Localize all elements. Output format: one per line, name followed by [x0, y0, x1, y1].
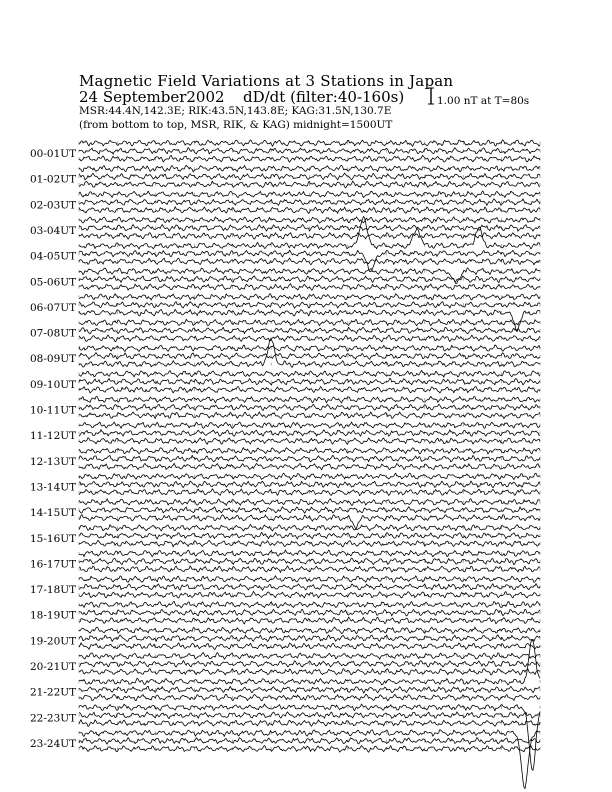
- scale-bar-label: 1.00 nT at T=80s: [437, 95, 530, 107]
- hour-label: 08-09UT: [30, 353, 77, 366]
- trace-msr: [79, 591, 540, 598]
- station-order-note: (from bottom to top, MSR, RIK, & KAG) midnight=1500UT: [79, 119, 393, 131]
- hour-label: 17-18UT: [30, 584, 77, 597]
- trace-rik: [79, 507, 540, 514]
- hour-label: 18-19UT: [30, 609, 77, 622]
- trace-msr: [79, 387, 540, 393]
- trace-msr: [79, 643, 540, 650]
- hour-label: 23-24UT: [30, 737, 77, 750]
- hour-label: 16-17UT: [30, 558, 77, 571]
- trace-msr: [79, 438, 540, 445]
- hour-label: 04-05UT: [30, 250, 77, 263]
- hour-label: 12-13UT: [30, 455, 77, 468]
- trace-kag: [79, 627, 540, 634]
- trace-kag: [79, 422, 540, 428]
- trace-msr: [79, 463, 540, 470]
- hour-label: 20-21UT: [30, 661, 77, 673]
- time-ticks: [79, 483, 540, 486]
- trace-kag: [79, 217, 540, 223]
- trace-kag: [79, 140, 540, 147]
- hour-label: 11-12UT: [30, 430, 77, 443]
- hour-label: 10-11UT: [30, 404, 77, 417]
- hour-label: 02-03UT: [30, 199, 77, 212]
- chart-title: Magnetic Field Variations at 3 Stations in Japan: [79, 72, 454, 90]
- hour-label: 21-22UT: [30, 686, 77, 699]
- chart-measure: dD/dt (filter:40-160s): [243, 88, 405, 106]
- hour-labels: [30, 148, 76, 750]
- hour-label: 19-20UT: [30, 635, 77, 648]
- hour-label: 00-01UT: [30, 148, 77, 160]
- trace-rik: [79, 379, 540, 386]
- trace-kag: [79, 473, 540, 480]
- trace-kag: [79, 576, 540, 583]
- hour-label: 06-07UT: [30, 301, 77, 314]
- hour-label: 22-23UT: [30, 712, 77, 725]
- trace-rik: [79, 353, 540, 360]
- trace-msr: [79, 669, 540, 676]
- trace-kag: [79, 653, 540, 660]
- trace-msr: [79, 694, 540, 701]
- station-coordinates: MSR:44.4N,142.3E; RIK:43.5N,143.8E; KAG:31.5N,130.7E: [79, 105, 392, 117]
- trace-msr: [79, 720, 540, 727]
- hour-label: 07-08UT: [30, 327, 77, 340]
- hour-label: 09-10UT: [30, 378, 77, 391]
- trace-msr: [79, 746, 540, 753]
- trace-rik: [79, 148, 540, 155]
- trace-kag: [79, 524, 540, 531]
- trace-rik: [79, 635, 540, 642]
- chart-date: 24 September2002: [79, 88, 225, 106]
- hour-label: 01-02UT: [30, 173, 77, 186]
- trace-kag: [79, 550, 540, 557]
- station-traces: [79, 140, 540, 789]
- scale-bar: [428, 88, 434, 104]
- trace-kag: [79, 730, 540, 789]
- trace-rik: [79, 532, 540, 539]
- hour-label: 05-06UT: [30, 276, 77, 289]
- hour-label: 03-04UT: [30, 224, 77, 237]
- hour-label: 15-16UT: [30, 532, 77, 545]
- hour-label: 14-15UT: [30, 507, 77, 520]
- trace-kag: [79, 601, 540, 608]
- hour-label: 13-14UT: [30, 481, 77, 494]
